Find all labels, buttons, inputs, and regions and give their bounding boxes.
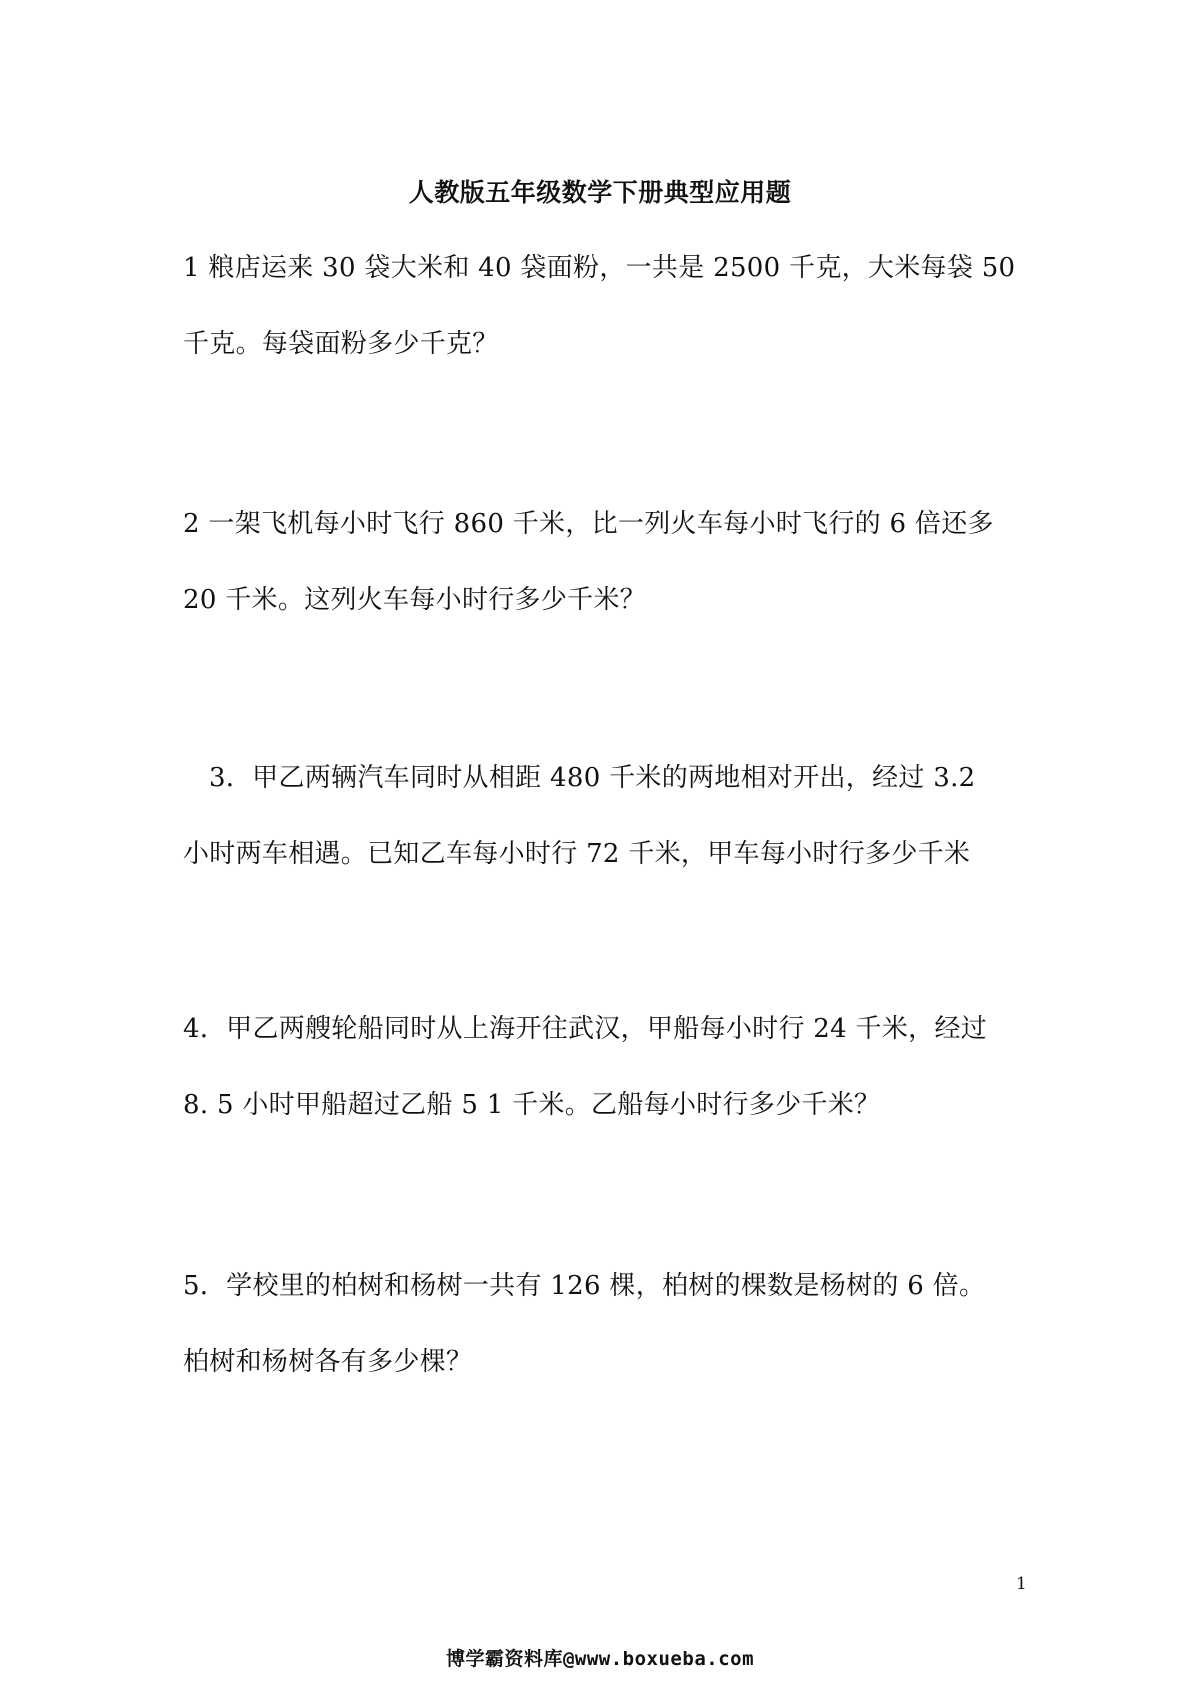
- question-2-line-2: 20 千米。这列火车每小时行多少千米？: [183, 585, 647, 615]
- question-4-line-1: 4．甲乙两艘轮船同时从上海开往武汉，甲船每小时行 24 千米，经过: [183, 1014, 988, 1044]
- question-3-line-1: 3．甲乙两辆汽车同时从相距 480 千米的两地相对开出，经过 3.2: [209, 763, 976, 793]
- question-1-line-1: 1 粮店运来 30 袋大米和 40 袋面粉，一共是 2500 千克，大米每袋 50: [183, 253, 1016, 283]
- question-5: [183, 1248, 1033, 1400]
- question-2-line-1: 2 一架飞机每小时飞行 860 千米，比一列火车每小时飞行的 6 倍还多: [183, 509, 994, 539]
- question-3: [183, 740, 1033, 892]
- question-4: [183, 991, 1033, 1143]
- question-1-line-2: 千克。每袋面粉多少千克？: [183, 329, 499, 359]
- question-3-line-2: 小时两车相遇。已知乙车每小时行 72 千米，甲车每小时行多少千米: [183, 839, 971, 869]
- question-5-line-1: 5．学校里的柏树和杨树一共有 126 棵，柏树的棵数是杨树的 6 倍。: [183, 1271, 986, 1301]
- document-title: 人教版五年级数学下册典型应用题: [408, 178, 792, 207]
- question-2: [183, 486, 1033, 638]
- question-5-line-2: 柏树和杨树各有多少棵？: [183, 1347, 473, 1377]
- question-1: [183, 230, 1033, 382]
- question-4-line-2: 8. 5 小时甲船超过乙船 5 1 千米。乙船每小时行多少千米？: [183, 1090, 881, 1120]
- footer-watermark: 博学霸资料库@www.boxueba.com: [445, 1648, 755, 1670]
- page-number: 1: [1016, 1574, 1027, 1594]
